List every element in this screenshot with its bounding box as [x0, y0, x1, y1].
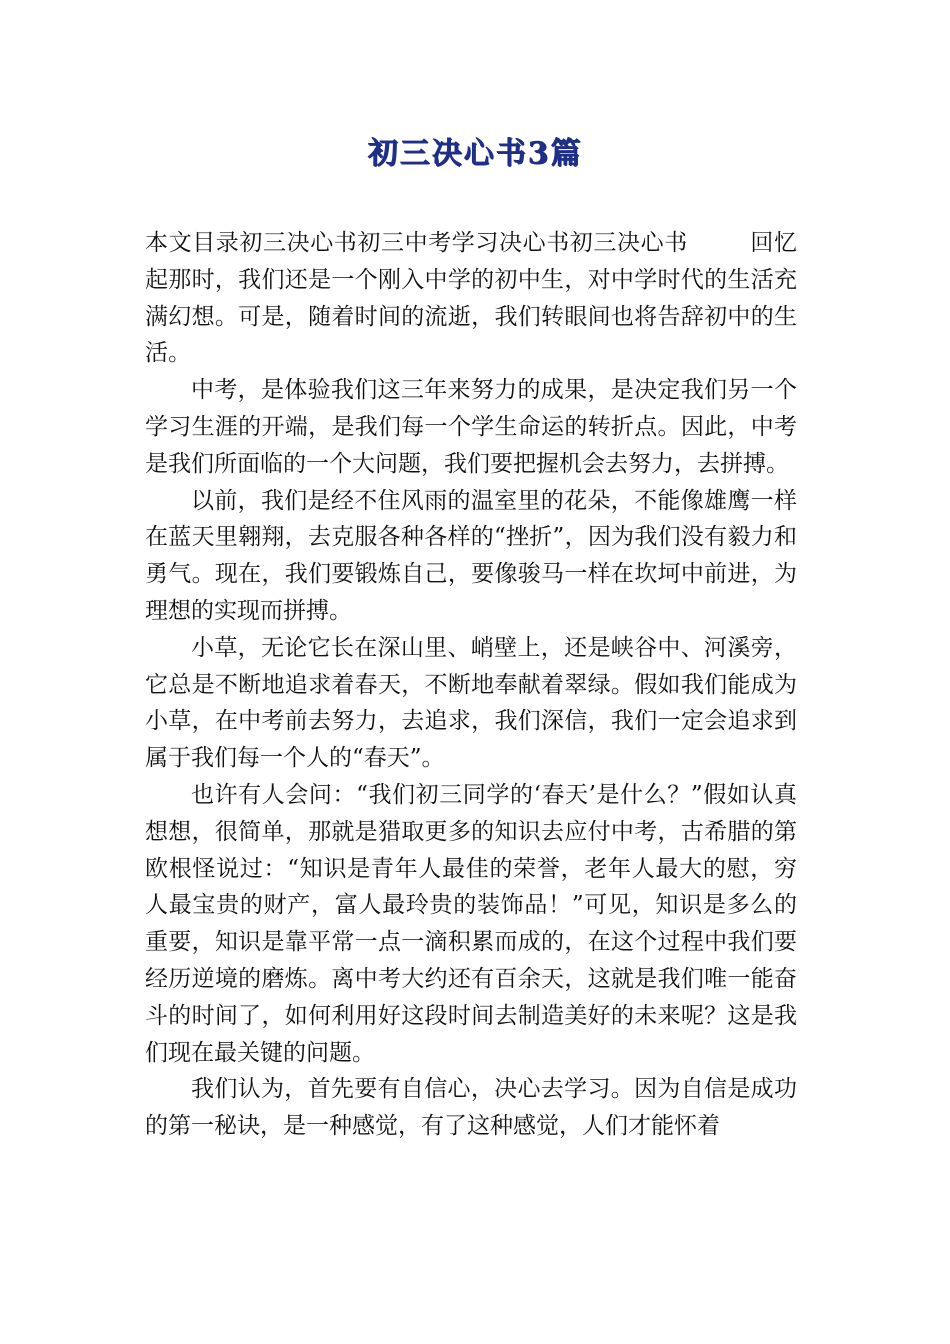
document-title: 初三决心书3篇: [367, 136, 583, 171]
intro-body-text: 回忆起那时，我们还是一个刚入中学的初中生，对中学时代的生活充满幻想。可是，随着时间的流逝，我们转眼间也将告辞初中的生活。: [145, 230, 798, 367]
body-paragraph-5: 我们认为，首先要有自信心，决心去学习。因为自信是成功的第一秘诀，是一种感觉，有了这种感觉，人们才能怀着: [145, 1076, 797, 1140]
intro-paragraph: [145, 225, 797, 372]
document-body: [145, 225, 797, 1145]
body-paragraph-2: 以前，我们是经不住风雨的温室里的花朵，不能像雄鹰一样在蓝天里翱翔，去克服各种各样的“挫折”，因为我们没有毅力和勇气。现在，我们要锻炼自己，要像骏马一样在坎坷中前进，为理想的实现而拼搏。: [145, 487, 797, 624]
body-paragraph-1: 中考，是体验我们这三年来努力的成果，是决定我们另一个学习生涯的开端，是我们每一个学生命运的转折点。因此，中考是我们所面临的一个大问题，我们要把握机会去努力，去拼搏。: [145, 377, 797, 477]
body-paragraph-3: 小草，无论它长在深山里、峭壁上，还是峡谷中、河溪旁，它总是不断地追求着春天，不断地奉献着翠绿。假如我们能成为小草，在中考前去努力，去追求，我们深信，我们一定会追求到属于我们每一个人的“春天”。: [145, 634, 797, 772]
intro-toc-text: 本文目录初三决心书初三中考学习决心书初三决心书: [145, 230, 688, 256]
body-paragraph-4: 也许有人会问：“我们初三同学的‘春天’是什么？”假如认真想想，很简单，那就是猎取更多的知识去应付中考，古希腊的第欧根怪说过：“知识是青年人最佳的荣誉，老年人最大的慰，穷人最宝贵的财产，富人最玲贵的装饰品！”可见，知识是多么的重要，知识是靠平常一点一滴积累而成的，在这个过程中我们要经历逆境的磨炼。离中考大约还有百余天，这就是我们唯一能奋斗的时间了，如何利用好这段时间去制造美好的未来呢？这是我们现在最关键的问题。: [145, 781, 797, 1066]
